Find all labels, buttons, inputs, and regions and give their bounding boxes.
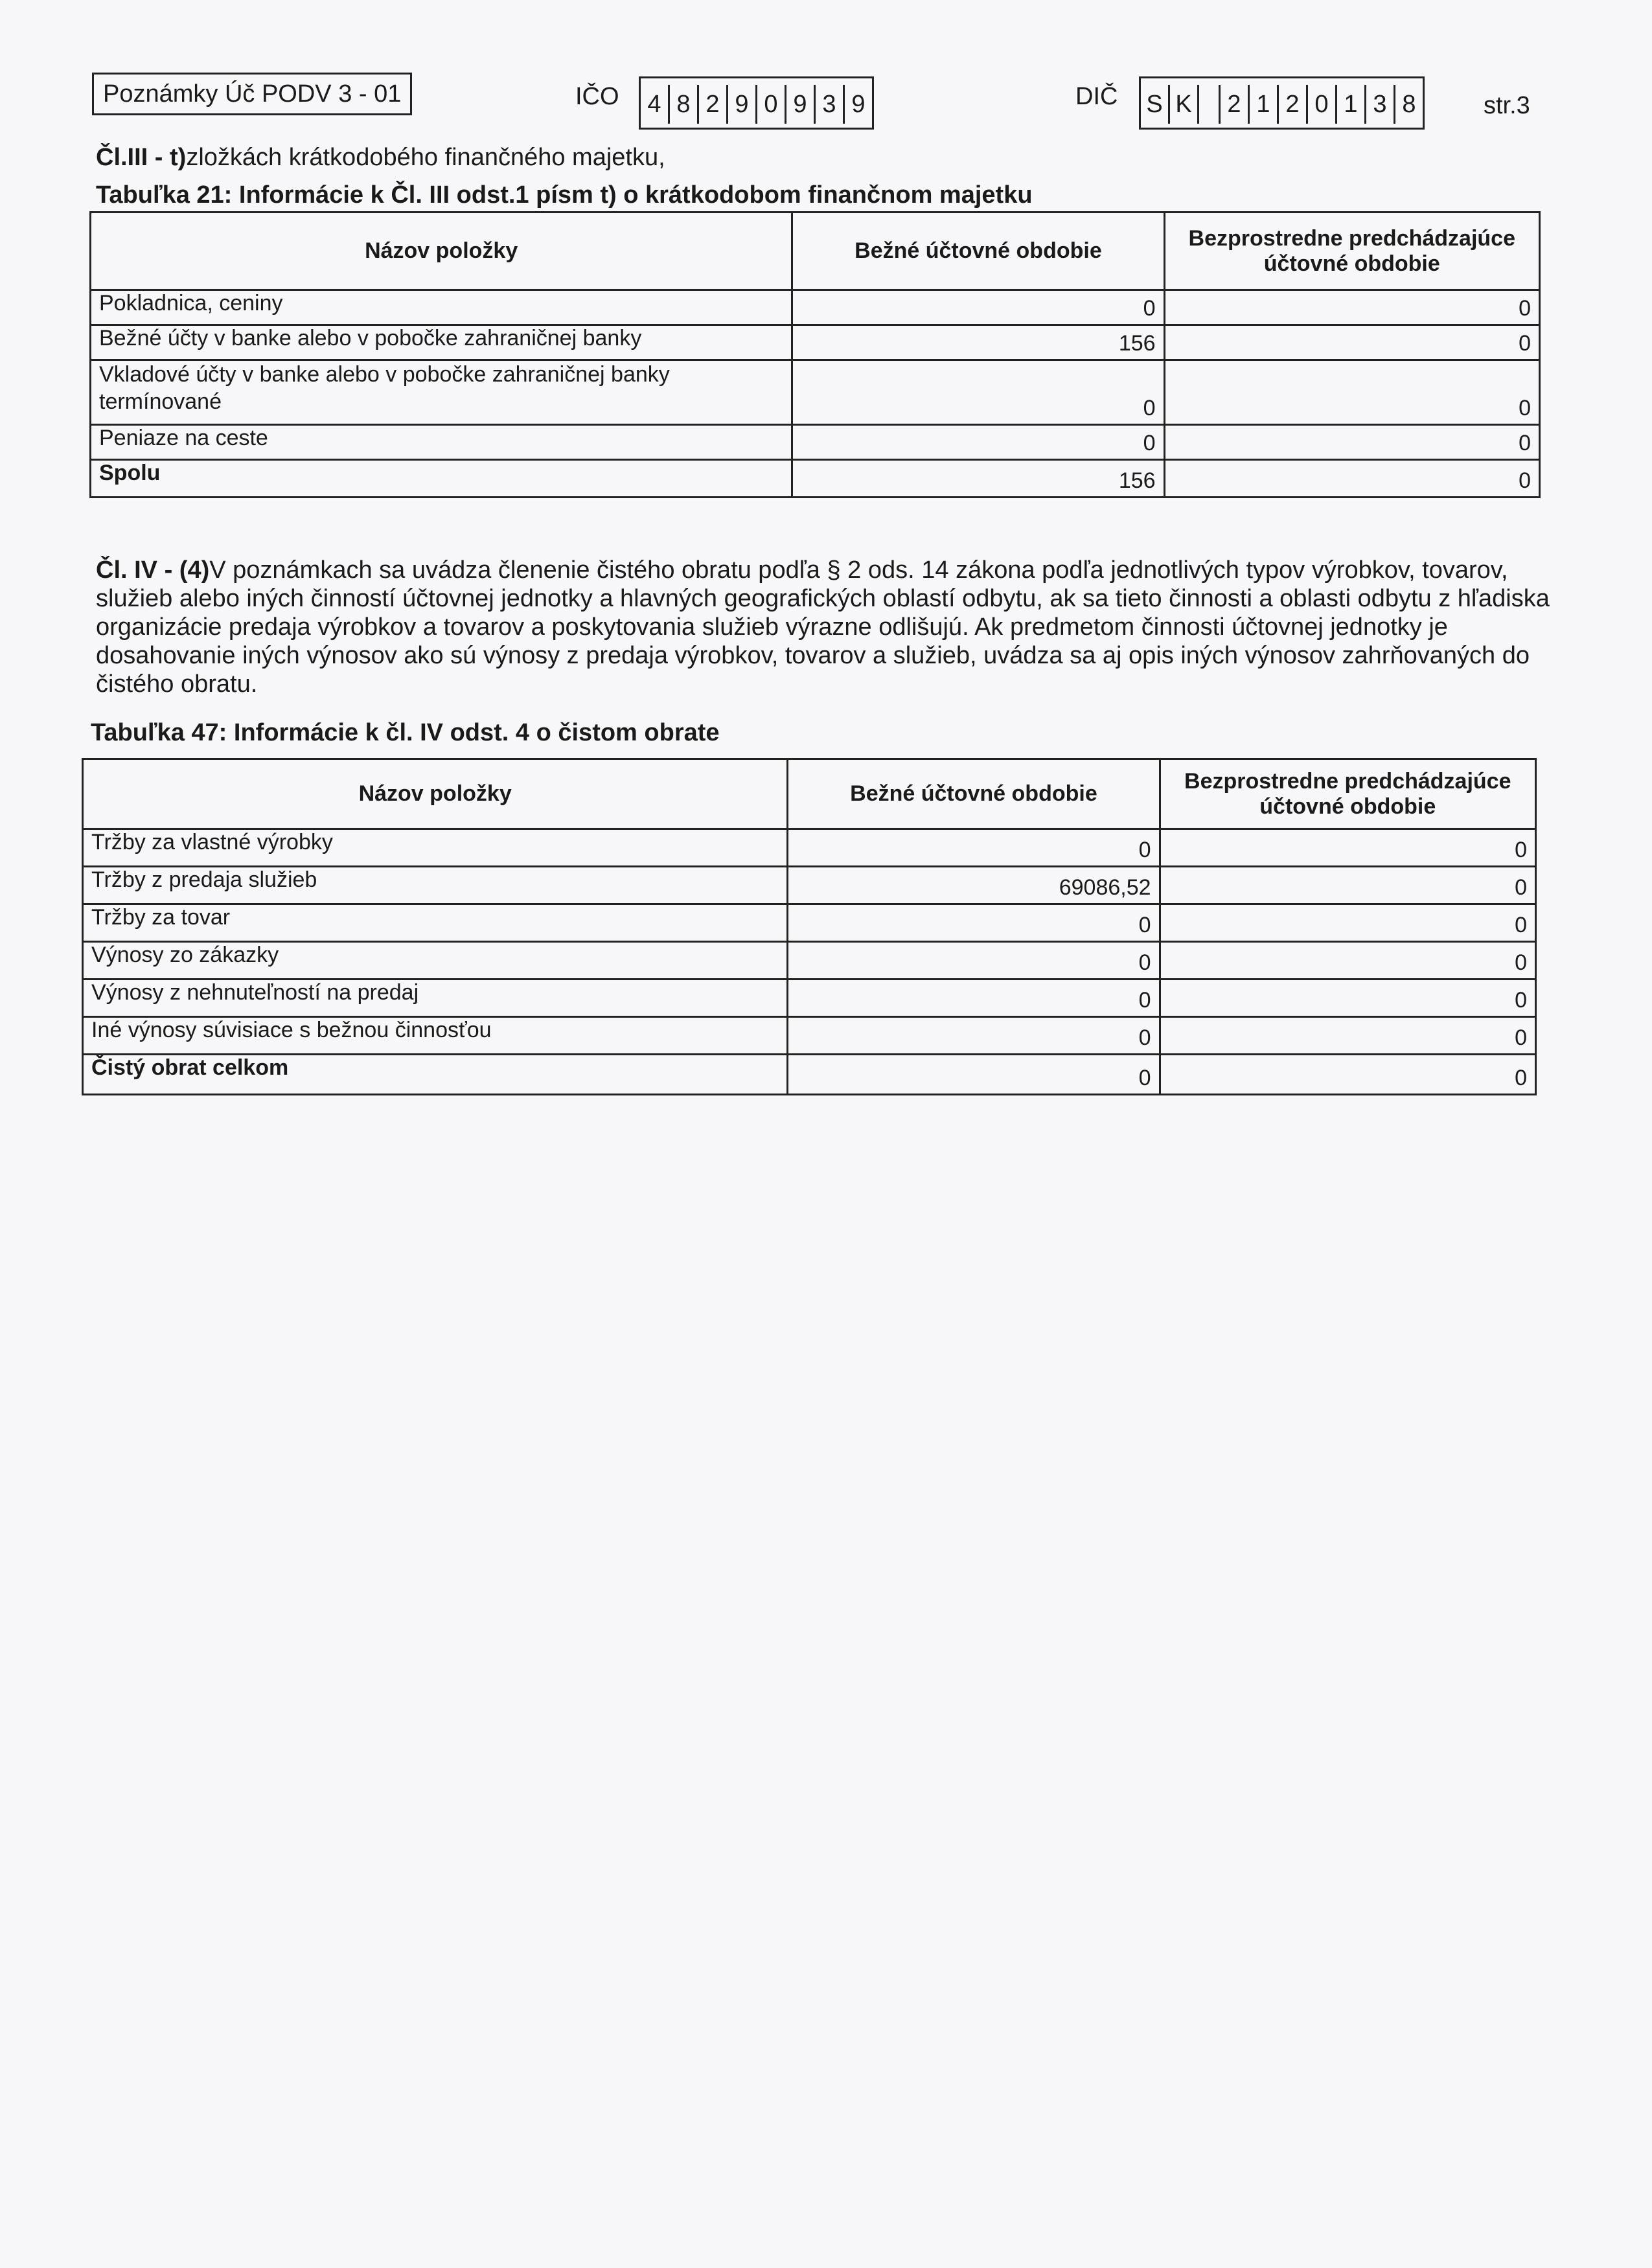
row-previous: 0: [1164, 460, 1539, 498]
ico-digits: [639, 76, 874, 130]
section1-heading-text: zložkách krátkodobého finančného majetku,: [186, 144, 665, 171]
row-current: 0: [788, 979, 1160, 1017]
ico-digit: 0: [757, 85, 786, 124]
ico-digit: 8: [670, 85, 699, 124]
table-row: [91, 325, 1540, 360]
row-current: 0: [792, 290, 1164, 325]
row-current: 0: [788, 829, 1160, 867]
row-name: Tržby za tovar: [83, 904, 788, 942]
row-name: Vkladové účty v banke alebo v pobočke zahraničnej banky termínované: [91, 360, 792, 425]
dic-digit: 3: [1366, 85, 1395, 124]
section2-heading-bold: Čl. IV - (4): [96, 556, 210, 584]
row-previous: 0: [1164, 425, 1539, 460]
table-header-row: [83, 759, 1536, 829]
row-name: Tržby za vlastné výrobky: [83, 829, 788, 867]
table-row: [91, 290, 1540, 325]
row-previous: 0: [1164, 360, 1539, 425]
col-header-previous: Bezprostredne predchádzajúce účtovné obdobie: [1164, 212, 1539, 290]
row-previous: 0: [1160, 829, 1535, 867]
page-number: str.3: [1484, 92, 1530, 119]
row-name: Bežné účty v banke alebo v pobočke zahraničnej banky: [91, 325, 792, 360]
row-previous: 0: [1160, 942, 1535, 979]
table-row: [83, 942, 1536, 979]
row-current: 0: [788, 904, 1160, 942]
dic-gap: [1199, 85, 1219, 124]
row-previous: 0: [1160, 904, 1535, 942]
row-name: Výnosy zo zákazky: [83, 942, 788, 979]
table47-caption: Tabuľka 47: Informácie k čl. IV odst. 4 o čistom obrate: [91, 719, 720, 746]
table-row: [91, 425, 1540, 460]
row-previous: 0: [1160, 1017, 1535, 1055]
dic-digit: 1: [1337, 85, 1366, 124]
dic-label: DIČ: [1075, 83, 1118, 110]
row-name: Tržby z predaja služieb: [83, 867, 788, 904]
row-name: Spolu: [91, 460, 792, 498]
ico-digit: 9: [786, 85, 816, 124]
row-previous: 0: [1164, 290, 1539, 325]
row-name: Peniaze na ceste: [91, 425, 792, 460]
table-header-row: [91, 212, 1540, 290]
form-label: Poznámky Úč PODV 3 - 01: [92, 73, 412, 115]
row-current: 156: [792, 325, 1164, 360]
dic-digit: 8: [1402, 90, 1416, 118]
col-header-name: Názov položky: [83, 759, 788, 829]
row-name: Iné výnosy súvisiace s bežnou činnosťou: [83, 1017, 788, 1055]
dic-digit: 1: [1250, 85, 1279, 124]
row-current: 0: [788, 1055, 1160, 1095]
row-current: 69086,52: [788, 867, 1160, 904]
dic-digits: [1139, 76, 1425, 130]
table-row: [83, 979, 1536, 1017]
dic-prefix-char: K: [1170, 85, 1199, 124]
col-header-previous: Bezprostredne predchádzajúce účtovné obdobie: [1160, 759, 1535, 829]
row-previous: 0: [1160, 979, 1535, 1017]
row-previous: 0: [1160, 1055, 1535, 1095]
ico-digit: 9: [728, 85, 757, 124]
row-current: 0: [788, 942, 1160, 979]
col-header-current: Bežné účtovné obdobie: [792, 212, 1164, 290]
table-row: [83, 1017, 1536, 1055]
ico-digit: 9: [851, 90, 866, 118]
dic-prefix-char: S: [1141, 85, 1170, 124]
section1-heading-bold: Čl.III - t): [96, 144, 187, 171]
row-current: 156: [792, 460, 1164, 498]
row-name: Pokladnica, ceniny: [91, 290, 792, 325]
row-previous: 0: [1164, 325, 1539, 360]
table21: [89, 211, 1541, 498]
section1-heading: [96, 144, 665, 172]
col-header-current: Bežné účtovné obdobie: [788, 759, 1160, 829]
table-row: [83, 867, 1536, 904]
dic-digit: 2: [1279, 85, 1308, 124]
col-header-name: Názov položky: [91, 212, 792, 290]
table-total-row: [83, 1055, 1536, 1095]
section2-paragraph-text: V poznámkach sa uvádza členenie čistého obratu podľa § 2 ods. 14 zákona podľa jednotlivých typov výrobkov, tovarov, služieb alebo iných činností účtovnej jednotky a hlavných geografických oblastí odbytu, ak sa tieto činnosti a oblasti odbytu z hľadiska organizácie predaja výrobkov a tovarov a poskytovania služieb výrazne odlišujú. Ak predmetom činnosti účtovnej jednotky je dosahovanie iných výnosov ako sú výnosy z predaja výrobkov, tovarov a služieb, uvádza sa aj opis iných výnosov zahrňovaných do čistého obratu.: [96, 556, 1550, 698]
ico-digit: 4: [641, 85, 670, 124]
row-name: Čistý obrat celkom: [83, 1055, 788, 1095]
ico-digit: 3: [816, 85, 845, 124]
table21-caption: Tabuľka 21: Informácie k Čl. III odst.1 písm t) o krátkodobom finančnom majetku: [96, 181, 1033, 209]
row-name: Výnosy z nehnuteľností na predaj: [83, 979, 788, 1017]
table-row: [83, 829, 1536, 867]
table-row: [91, 360, 1540, 425]
ico-label: IČO: [575, 83, 619, 110]
section2-paragraph: [96, 556, 1560, 698]
table-row: [83, 904, 1536, 942]
dic-digit: 2: [1219, 85, 1250, 124]
table47: [82, 758, 1537, 1095]
ico-digit: 2: [699, 85, 728, 124]
row-previous: 0: [1160, 867, 1535, 904]
table-total-row: [91, 460, 1540, 498]
dic-digit: 0: [1308, 85, 1337, 124]
row-current: 0: [792, 425, 1164, 460]
row-current: 0: [792, 360, 1164, 425]
row-current: 0: [788, 1017, 1160, 1055]
